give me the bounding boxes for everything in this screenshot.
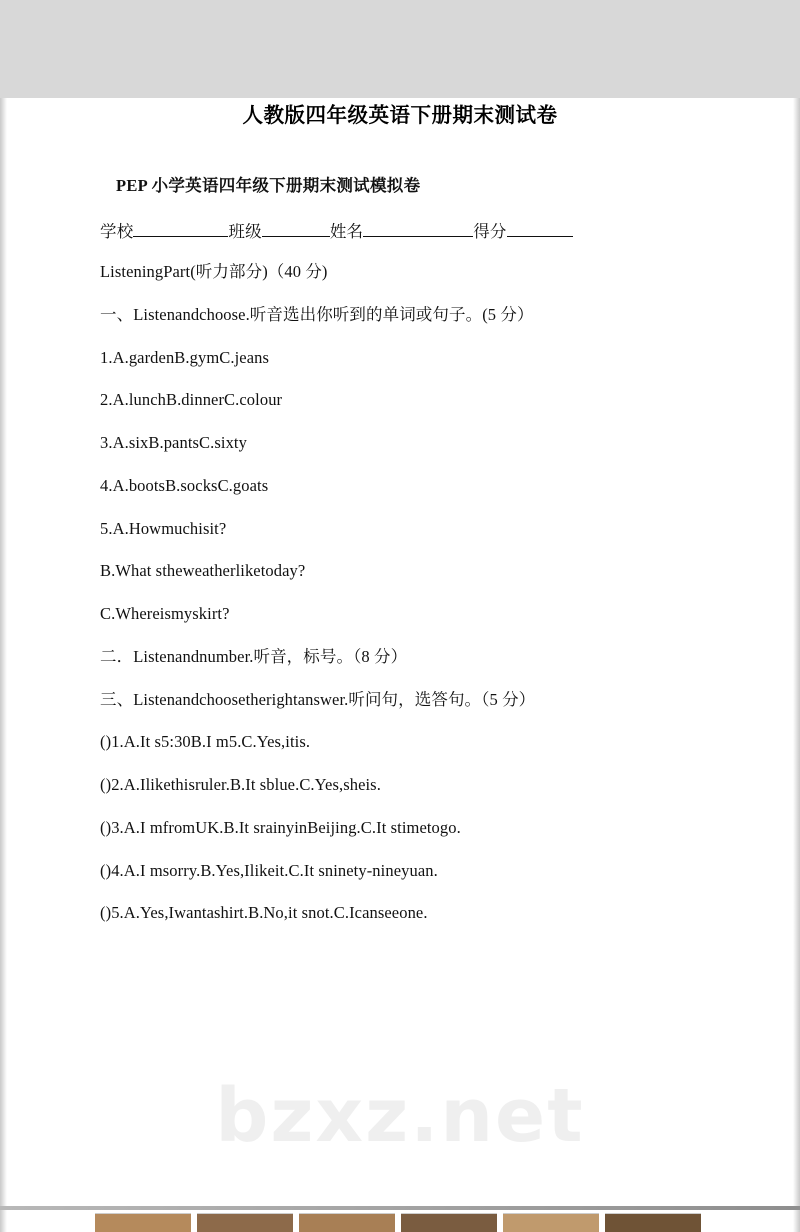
question-group-one: 一、Listenandchoose.听音选出你听到的单词或句子。(5 分）	[100, 304, 534, 324]
question-item: 4.A.bootsB.socksC.goats	[100, 475, 269, 495]
thumbnail-item[interactable]	[95, 1213, 191, 1232]
question-item: B.What stheweatherliketoday?	[100, 561, 306, 581]
question-item: ()1.A.It s5:30B.I m5.C.Yes,itis.	[100, 732, 311, 752]
question-item: 1.A.gardenB.gymC.jeans	[100, 347, 270, 367]
document-body	[0, 98, 800, 926]
question-item: 5.A.Howmuchisit?	[100, 518, 227, 538]
thumbnail-item[interactable]	[299, 1213, 395, 1232]
page-bottom-strip	[0, 1206, 800, 1232]
question-item: ()2.A.Ilikethisruler.B.It sblue.C.Yes,sheis.	[100, 775, 381, 794]
school-label: 学校	[100, 222, 134, 241]
question-item: 2.A.lunchB.dinnerC.colour	[100, 390, 283, 410]
page-title: 人教版四年级英语下册期末测试卷	[242, 105, 558, 127]
section-heading-listening: ListeningPart(听力部分)（40 分)	[100, 262, 328, 281]
student-info-line	[100, 218, 700, 242]
question-item: ()5.A.Yes,Iwantashirt.B.No,it snot.C.Icanseeone.	[100, 903, 428, 923]
class-blank	[262, 221, 330, 237]
thumbnail-item[interactable]	[197, 1213, 293, 1232]
question-item: ()4.A.I msorry.B.Yes,Ilikeit.C.It sninety-nineyuan.	[100, 860, 438, 880]
question-group-two: 二．Listenandnumber.听音，标号。（8 分）	[100, 646, 408, 666]
document-subtitle: PEP 小学英语四年级下册期末测试模拟卷	[116, 176, 421, 195]
name-blank	[363, 221, 473, 237]
question-item: ()3.A.I mfromUK.B.It srainyinBeijing.C.It stimetogo.	[100, 817, 461, 837]
strip-divider	[0, 1206, 800, 1210]
document-page	[0, 98, 800, 1232]
school-blank	[133, 221, 228, 237]
question-item: C.Whereismyskirt?	[100, 604, 230, 623]
thumbnail-item[interactable]	[605, 1213, 701, 1232]
score-label: 得分	[473, 222, 507, 241]
question-group-three: 三、Listenandchoosetherightanswer.听问句，选答句。（5 分）	[100, 689, 536, 709]
thumbnail-strip	[95, 1213, 701, 1232]
thumbnail-item[interactable]	[401, 1213, 497, 1232]
watermark: bzxz.net	[215, 1073, 585, 1159]
score-blank	[507, 221, 573, 237]
question-item: 3.A.sixB.pantsC.sixty	[100, 433, 247, 452]
thumbnail-item[interactable]	[503, 1213, 599, 1232]
name-label: 姓名	[329, 222, 364, 241]
class-label: 班级	[228, 222, 262, 241]
